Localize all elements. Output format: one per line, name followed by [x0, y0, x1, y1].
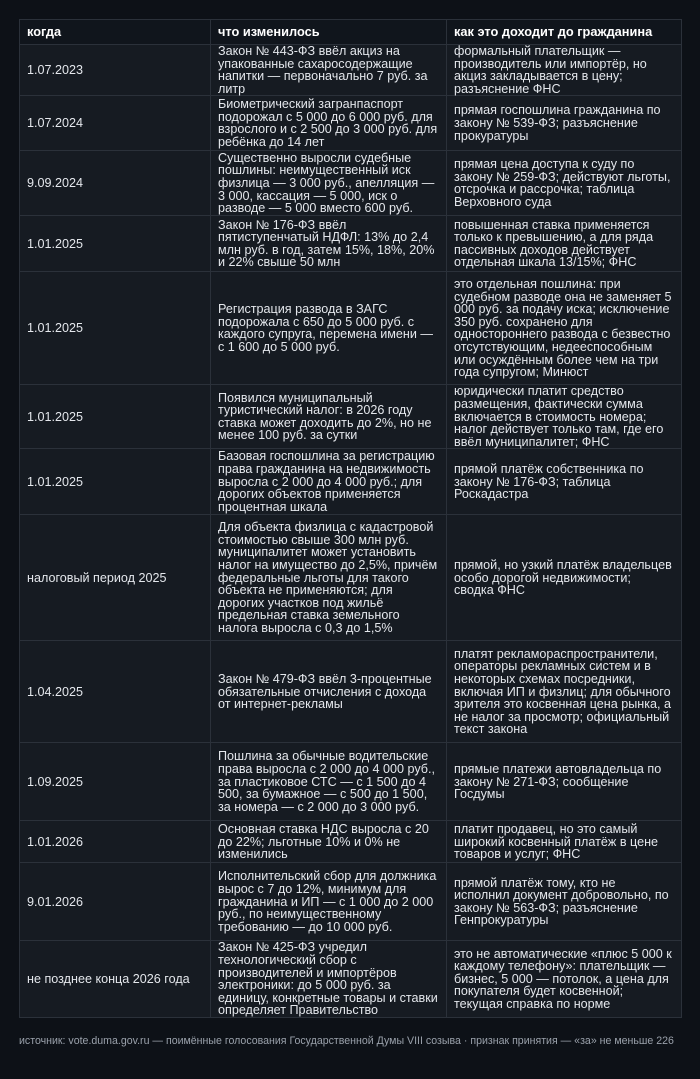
- column-header-how: как это доходит до гражданина: [447, 20, 682, 45]
- table-row: [20, 151, 682, 216]
- cell-when: 1.07.2024: [20, 96, 211, 151]
- table-row: [20, 863, 682, 941]
- cell-when: налоговый период 2025: [20, 515, 211, 641]
- table-row: [20, 821, 682, 863]
- cell-when: 1.07.2023: [20, 45, 211, 96]
- column-header-what: что изменилось: [211, 20, 447, 45]
- cell-how: повышенная ставка применяется только к превышению, а для ряда пассивных доходов действует отдельная шкала 13/15%; ФНС: [447, 216, 682, 272]
- changes-table-container: [19, 19, 681, 1018]
- cell-what: Биометрический загранпаспорт подорожал с 5 000 до 6 000 руб. для взрослого и с 2 500 до 3 000 руб. для ребёнка до 14 лет: [211, 96, 447, 151]
- cell-how: формальный плательщик — производитель или импортёр, но акциз закладывается в цену; разъяснение ФНС: [447, 45, 682, 96]
- table-row: [20, 272, 682, 385]
- cell-what: Закон № 479-ФЗ ввёл 3-процентные обязательные отчисления с дохода от интернет-рекламы: [211, 641, 447, 743]
- table-row: [20, 641, 682, 743]
- table-row: [20, 385, 682, 449]
- cell-what: Для объекта физлица с кадастровой стоимостью свыше 300 млн руб. муниципалитет может установить налог на имущество до 2,5%, причём федеральные льготы для такого объекта не применяются; для дорогих участков под жильё предельная ставка земельного налога выросла с 0,3 до 1,5%: [211, 515, 447, 641]
- cell-what: Существенно выросли судебные пошлины: неимущественный иск физлица — 3 000 руб., апелляция — 3 000, кассация — 5 000, иск о разводе — 5 000 вместо 600 руб.: [211, 151, 447, 216]
- cell-what: Основная ставка НДС выросла с 20 до 22%; льготные 10% и 0% не изменились: [211, 821, 447, 863]
- source-note: источник: vote.duma.gov.ru — поимённые голосования Государственной Думы VIII созыва · признак принятия — «за» не меньше 226: [19, 1035, 674, 1047]
- cell-when: не позднее конца 2026 года: [20, 941, 211, 1018]
- cell-when: 1.09.2025: [20, 743, 211, 821]
- cell-when: 1.01.2025: [20, 449, 211, 515]
- cell-when: 9.09.2024: [20, 151, 211, 216]
- column-header-when: когда: [20, 20, 211, 45]
- cell-how: платят рекламораспространители, операторы рекламных систем и в некоторых схемах посредники, включая ИП и физлиц; для обычного зрителя это косвенная цена рынка, а не налог за просмотр; официальный текст закона: [447, 641, 682, 743]
- table-row: [20, 216, 682, 272]
- cell-what: Регистрация развода в ЗАГС подорожала с 650 до 5 000 руб. с каждого супруга, перемена имени — с 1 600 до 5 000 руб.: [211, 272, 447, 385]
- cell-how: прямой платёж собственника по закону № 176-ФЗ; таблица Роскадастра: [447, 449, 682, 515]
- table-header-row: [20, 20, 682, 45]
- cell-how: юридически платит средство размещения, фактически сумма включается в стоимость номера; налог действует только там, где его ввёл муниципалитет; ФНС: [447, 385, 682, 449]
- cell-what: Закон № 176-ФЗ ввёл пятиступенчатый НДФЛ: 13% до 2,4 млн руб. в год, затем 15%, 18%, 20% и 22% свыше 50 млн: [211, 216, 447, 272]
- cell-when: 1.01.2025: [20, 272, 211, 385]
- cell-what: Закон № 443-ФЗ ввёл акциз на упакованные сахаросодержащие напитки — первоначально 7 руб. за литр: [211, 45, 447, 96]
- cell-when: 1.04.2025: [20, 641, 211, 743]
- cell-when: 1.01.2025: [20, 385, 211, 449]
- cell-when: 1.01.2025: [20, 216, 211, 272]
- table-row: [20, 941, 682, 1018]
- table-row: [20, 743, 682, 821]
- cell-when: 9.01.2026: [20, 863, 211, 941]
- changes-table: [19, 19, 682, 1018]
- table-row: [20, 45, 682, 96]
- cell-what: Базовая госпошлина за регистрацию права гражданина на недвижимость выросла с 2 000 до 4 000 руб.; для дорогих объектов применяется процентная шкала: [211, 449, 447, 515]
- cell-how: прямой, но узкий платёж владельцев особо дорогой недвижимости; сводка ФНС: [447, 515, 682, 641]
- cell-what: Закон № 425-ФЗ учредил технологический сбор с производителей и импортёров электроники: до 5 000 руб. за единицу, конкретные товары и ставки определяет Правительство: [211, 941, 447, 1018]
- cell-how: это отдельная пошлина: при судебном разводе она не заменяет 5 000 руб. за подачу иска; исключение 350 руб. сохранено для одностороннего развода с безвестно отсутствующим, недееспособным или осуждённым более чем на три года супругом; Минюст: [447, 272, 682, 385]
- cell-how: прямые платежи автовладельца по закону № 271-ФЗ; сообщение Госдумы: [447, 743, 682, 821]
- cell-how: это не автоматические «плюс 5 000 к каждому телефону»: плательщик — бизнес, 5 000 — потолок, а цена для покупателя будет косвенной; текущая справка по норме: [447, 941, 682, 1018]
- cell-how: платит продавец, но это самый широкий косвенный платёж в цене товаров и услуг; ФНС: [447, 821, 682, 863]
- cell-what: Исполнительский сбор для должника вырос с 7 до 12%, минимум для гражданина и ИП — с 1 000 до 2 000 руб., по неимущественному требованию — до 10 000 руб.: [211, 863, 447, 941]
- table-row: [20, 449, 682, 515]
- cell-what: Появился муниципальный туристический налог: в 2026 году ставка может доходить до 2%, но не менее 100 руб. за сутки: [211, 385, 447, 449]
- table-row: [20, 515, 682, 641]
- cell-when: 1.01.2026: [20, 821, 211, 863]
- cell-how: прямая цена доступа к суду по закону № 259-ФЗ; действуют льготы, отсрочка и рассрочка; таблица Верховного суда: [447, 151, 682, 216]
- cell-what: Пошлина за обычные водительские права выросла с 2 000 до 4 000 руб., за пластиковое СТС — с 1 500 до 4 500, за бумажное — с 500 до 1 500, за номера — с 2 000 до 3 000 руб.: [211, 743, 447, 821]
- cell-how: прямая госпошлина гражданина по закону № 539-ФЗ; разъяснение прокуратуры: [447, 96, 682, 151]
- table-row: [20, 96, 682, 151]
- cell-how: прямой платёж тому, кто не исполнил документ добровольно, по закону № 563-ФЗ; разъяснение Генпрокуратуры: [447, 863, 682, 941]
